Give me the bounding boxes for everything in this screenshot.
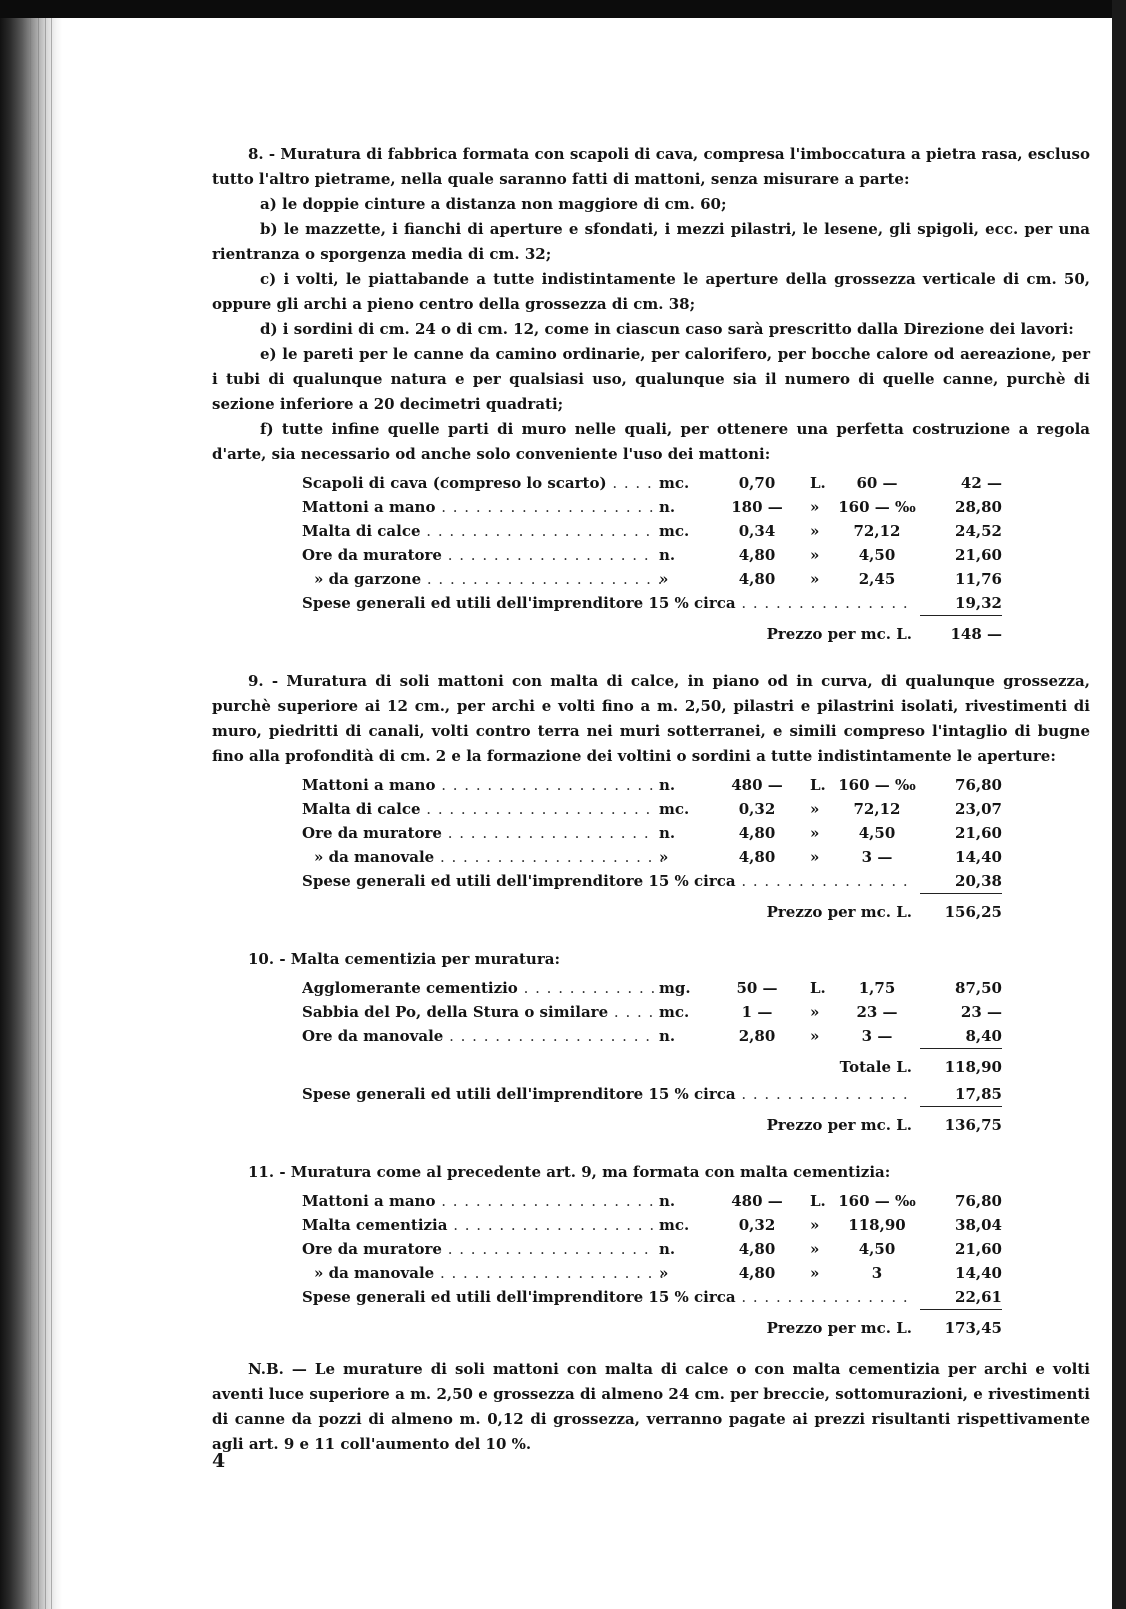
cost-qty: 0,34 — [738, 522, 776, 540]
cost-row — [302, 1024, 1002, 1048]
cost-desc: Mattoni a mano . . . — [302, 495, 654, 519]
spese-desc: Spese generali ed utili dell'imprenditore 15 % circa . . . — [302, 869, 914, 893]
cost-qty: 180 — — [731, 498, 783, 516]
cost-desc: Sabbia del Po, della Stura o similare . . . — [302, 1000, 654, 1024]
cost-amount: 24,52 — [955, 522, 1002, 540]
cost-unit-price: 4,50 — [858, 1240, 896, 1258]
cost-amount: 8,40 — [920, 1024, 1002, 1049]
cost-currency-mark: » — [810, 848, 820, 866]
cost-desc: Ore da muratore . . . — [302, 1237, 654, 1261]
cost-desc: Malta cementizia . . . — [302, 1213, 654, 1237]
cost-row — [302, 543, 1002, 567]
page-body — [212, 142, 1090, 1457]
cost-currency-mark: » — [810, 1027, 820, 1045]
cost-row — [302, 495, 1002, 519]
cost-desc: Agglomerante cementizio . . . — [302, 976, 654, 1000]
cost-unit: n. — [659, 1240, 676, 1258]
totale-value: 118,90 — [944, 1058, 1002, 1076]
article-11-heading: 11. - Muratura come al precedente art. 9, ma formata con malta cementizia: — [248, 1163, 891, 1181]
spese-desc: Spese generali ed utili dell'imprenditore 15 % circa . . . — [302, 1285, 914, 1309]
spese-row — [302, 1082, 1002, 1106]
cost-qty: 1 — — [741, 1003, 773, 1021]
cost-qty: 50 — — [736, 979, 778, 997]
article-8-item-d: d) i sordini di cm. 24 o di cm. 12, come in ciascun caso sarà prescritto dalla Direzione dei lavori: — [260, 320, 1074, 338]
cost-desc: Ore da muratore . . . — [302, 543, 654, 567]
article-8-item-e: e) le pareti per le canne da camino ordinarie, per calorifero, per bocche calore od aereazione, per i tubi di qualunque natura e per qualsiasi uso, qualunque sia il numero di quelle canne, purchè di sezione inferiore a 20 decimetri quadrati; — [212, 345, 1090, 413]
article-8-item-b: b) le mazzette, i fianchi di aperture e sfondati, i mezzi pilastri, le lesene, gli spigoli, ecc. per una rientranza o sporgenza media di cm. 32; — [212, 220, 1090, 263]
spese-row — [302, 869, 1002, 893]
cost-currency-mark: L. — [810, 776, 826, 794]
cost-unit: n. — [659, 776, 676, 794]
cost-desc: Malta di calce . . . — [302, 797, 654, 821]
prezzo-label: Prezzo per mc. L. — [766, 1116, 912, 1134]
spese-row — [302, 1285, 1002, 1309]
spese-row — [302, 591, 1002, 615]
cost-unit: n. — [659, 498, 676, 516]
cost-row — [302, 1237, 1002, 1261]
cost-unit: mc. — [659, 1003, 690, 1021]
cost-unit: mg. — [659, 979, 691, 997]
cost-qty: 4,80 — [738, 570, 776, 588]
cost-qty: 4,80 — [738, 546, 776, 564]
article-10-heading: 10. - Malta cementizia per muratura: — [248, 950, 560, 968]
book-spine-shadow — [0, 18, 62, 1609]
cost-unit-price: 160 — ‰ — [838, 776, 916, 794]
cost-unit: n. — [659, 824, 676, 842]
article-9 — [212, 669, 1090, 927]
cost-qty: 0,32 — [738, 800, 776, 818]
totale-row — [302, 1052, 1002, 1082]
cost-unit-price: 3 — — [861, 848, 893, 866]
cost-row — [302, 821, 1002, 845]
cost-unit: mc. — [659, 474, 690, 492]
cost-amount: 21,60 — [955, 1240, 1002, 1258]
cost-unit: mc. — [659, 800, 690, 818]
cost-amount: 87,50 — [955, 979, 1002, 997]
cost-row — [302, 773, 1002, 797]
article-11-cost-table — [302, 1189, 1002, 1343]
spese-amount: 17,85 — [920, 1082, 1002, 1107]
cost-unit: mc. — [659, 1216, 690, 1234]
spese-desc: Spese generali ed utili dell'imprenditore 15 % circa . . . — [302, 591, 914, 615]
cost-desc: Mattoni a mano . . . — [302, 773, 654, 797]
cost-amount: 14,40 — [955, 848, 1002, 866]
cost-unit-price: 3 — — [861, 1027, 893, 1045]
cost-unit-price: 72,12 — [853, 800, 901, 818]
cost-currency-mark: » — [810, 800, 820, 818]
cost-currency-mark: » — [810, 1003, 820, 1021]
cost-row — [302, 1189, 1002, 1213]
cost-unit-price: 160 — ‰ — [838, 498, 916, 516]
article-11 — [212, 1160, 1090, 1343]
page-edge-line — [30, 18, 31, 1609]
spese-amount: 19,32 — [920, 591, 1002, 616]
prezzo-label: Prezzo per mc. L. — [766, 903, 912, 921]
totale-label: Totale L. — [839, 1058, 912, 1076]
cost-desc: » da manovale . . . — [302, 845, 666, 869]
cost-row — [302, 845, 1002, 869]
cost-qty: 2,80 — [738, 1027, 776, 1045]
cost-row — [302, 797, 1002, 821]
cost-currency-mark: » — [810, 1264, 820, 1282]
cost-row — [302, 519, 1002, 543]
article-8 — [212, 142, 1090, 649]
spese-amount: 20,38 — [920, 869, 1002, 894]
cost-qty: 4,80 — [738, 824, 776, 842]
cost-qty: 4,80 — [738, 1264, 776, 1282]
article-8-item-a: a) le doppie cinture a distanza non maggiore di cm. 60; — [260, 195, 727, 213]
cost-unit-price: 160 — ‰ — [838, 1192, 916, 1210]
cost-currency-mark: » — [810, 498, 820, 516]
prezzo-value: 148 — — [950, 625, 1002, 643]
article-8-heading: 8. - Muratura di fabbrica formata con scapoli di cava, compresa l'imboccatura a pietra rasa, escluso tutto l'altro pietrame, nella quale saranno fatti di mattoni, senza misurare a parte: — [212, 145, 1090, 188]
scan-right-edge — [1112, 0, 1126, 1609]
cost-row — [302, 976, 1002, 1000]
cost-currency-mark: L. — [810, 474, 826, 492]
cost-qty: 4,80 — [738, 848, 776, 866]
cost-desc: Ore da muratore . . . — [302, 821, 654, 845]
cost-row — [302, 567, 1002, 591]
cost-amount: 11,76 — [955, 570, 1002, 588]
cost-amount: 21,60 — [955, 824, 1002, 842]
nota-bene: N.B. — Le murature di soli mattoni con malta di calce o con malta cementizia per archi e volti aventi luce superiore a m. 2,50 e grossezza di almeno 24 cm. per breccie, sottomurazioni, e rivestimenti di canne da pozzi di almeno m. 0,12 di grossezza, verranno pagate ai prezzi risultanti rispettivamente agli art. 9 e 11 coll'aumento del 10 %. — [212, 1360, 1090, 1453]
article-8-cost-table — [302, 471, 1002, 649]
prezzo-row — [302, 1313, 1002, 1343]
cost-amount: 76,80 — [955, 1192, 1002, 1210]
cost-qty: 480 — — [731, 1192, 783, 1210]
page-number: 4 — [212, 1450, 226, 1472]
cost-qty: 0,32 — [738, 1216, 776, 1234]
cost-row — [302, 1000, 1002, 1024]
cost-desc: » da manovale . . . — [302, 1261, 666, 1285]
cost-qty: 4,80 — [738, 1240, 776, 1258]
article-10 — [212, 947, 1090, 1140]
cost-currency-mark: » — [810, 570, 820, 588]
cost-unit: » — [659, 1264, 669, 1282]
cost-unit: n. — [659, 1027, 676, 1045]
cost-unit-price: 2,45 — [858, 570, 896, 588]
cost-currency-mark: » — [810, 1216, 820, 1234]
prezzo-value: 156,25 — [944, 903, 1002, 921]
cost-row — [302, 471, 1002, 495]
cost-unit-price: 23 — — [856, 1003, 898, 1021]
prezzo-row — [302, 1110, 1002, 1140]
prezzo-label: Prezzo per mc. L. — [766, 625, 912, 643]
cost-row — [302, 1213, 1002, 1237]
article-9-cost-table — [302, 773, 1002, 927]
article-8-item-f: f) tutte infine quelle parti di muro nelle quali, per ottenere una perfetta costruzione a regola d'arte, sia necessario od anche solo conveniente l'uso dei mattoni: — [212, 420, 1090, 463]
page-edge-line — [38, 18, 39, 1609]
cost-unit: » — [659, 570, 669, 588]
article-10-cost-table — [302, 976, 1002, 1140]
cost-currency-mark: L. — [810, 979, 826, 997]
cost-unit-price: 72,12 — [853, 522, 901, 540]
cost-row — [302, 1261, 1002, 1285]
cost-unit-price: 60 — — [856, 474, 898, 492]
cost-currency-mark: L. — [810, 1192, 826, 1210]
cost-desc: » da garzone . . . — [302, 567, 666, 591]
cost-amount: 14,40 — [955, 1264, 1002, 1282]
cost-unit: » — [659, 848, 669, 866]
cost-amount: 28,80 — [955, 498, 1002, 516]
cost-amount: 76,80 — [955, 776, 1002, 794]
page-edge-line — [45, 18, 46, 1609]
prezzo-value: 136,75 — [944, 1116, 1002, 1134]
cost-qty: 0,70 — [738, 474, 776, 492]
prezzo-label: Prezzo per mc. L. — [766, 1319, 912, 1337]
cost-desc: Malta di calce . . . — [302, 519, 654, 543]
scan-top-edge — [0, 0, 1126, 18]
cost-qty: 480 — — [731, 776, 783, 794]
cost-currency-mark: » — [810, 1240, 820, 1258]
cost-unit: mc. — [659, 522, 690, 540]
cost-amount: 42 — — [960, 474, 1002, 492]
prezzo-value: 173,45 — [944, 1319, 1002, 1337]
cost-amount: 38,04 — [955, 1216, 1002, 1234]
cost-currency-mark: » — [810, 522, 820, 540]
cost-amount: 23 — — [960, 1003, 1002, 1021]
cost-amount: 21,60 — [955, 546, 1002, 564]
page-edge-line — [51, 18, 52, 1609]
cost-unit-price: 4,50 — [858, 824, 896, 842]
cost-amount: 23,07 — [955, 800, 1002, 818]
cost-desc: Ore da manovale . . . — [302, 1024, 654, 1048]
prezzo-row — [302, 897, 1002, 927]
cost-desc: Scapoli di cava (compreso lo scarto) . . . — [302, 471, 654, 495]
cost-unit: n. — [659, 546, 676, 564]
spese-amount: 22,61 — [920, 1285, 1002, 1310]
prezzo-row — [302, 619, 1002, 649]
cost-unit-price: 3 — [871, 1264, 883, 1282]
cost-desc: Mattoni a mano . . . — [302, 1189, 654, 1213]
cost-currency-mark: » — [810, 546, 820, 564]
spese-desc: Spese generali ed utili dell'imprenditore 15 % circa . . . — [302, 1082, 914, 1106]
article-9-heading: 9. - Muratura di soli mattoni con malta di calce, in piano od in curva, di qualunque grossezza, purchè superiore ai 12 cm., per archi e volti fino a m. 2,50, pilastri e pilastrini isolati, rivestimenti di muro, piedritti di canali, volti contro terra nei muri sotterranei, e simili compreso l'intaglio di bugne fino alla profondità di cm. 2 e la formazione dei voltini o sordini a tutte indistintamente le aperture: — [212, 672, 1090, 765]
article-8-item-c: c) i volti, le piattabande a tutte indistintamente le aperture della grossezza verticale di cm. 50, oppure gli archi a pieno centro della grossezza di cm. 38; — [212, 270, 1090, 313]
cost-unit: n. — [659, 1192, 676, 1210]
cost-unit-price: 4,50 — [858, 546, 896, 564]
cost-unit-price: 1,75 — [858, 979, 896, 997]
cost-unit-price: 118,90 — [848, 1216, 906, 1234]
cost-currency-mark: » — [810, 824, 820, 842]
